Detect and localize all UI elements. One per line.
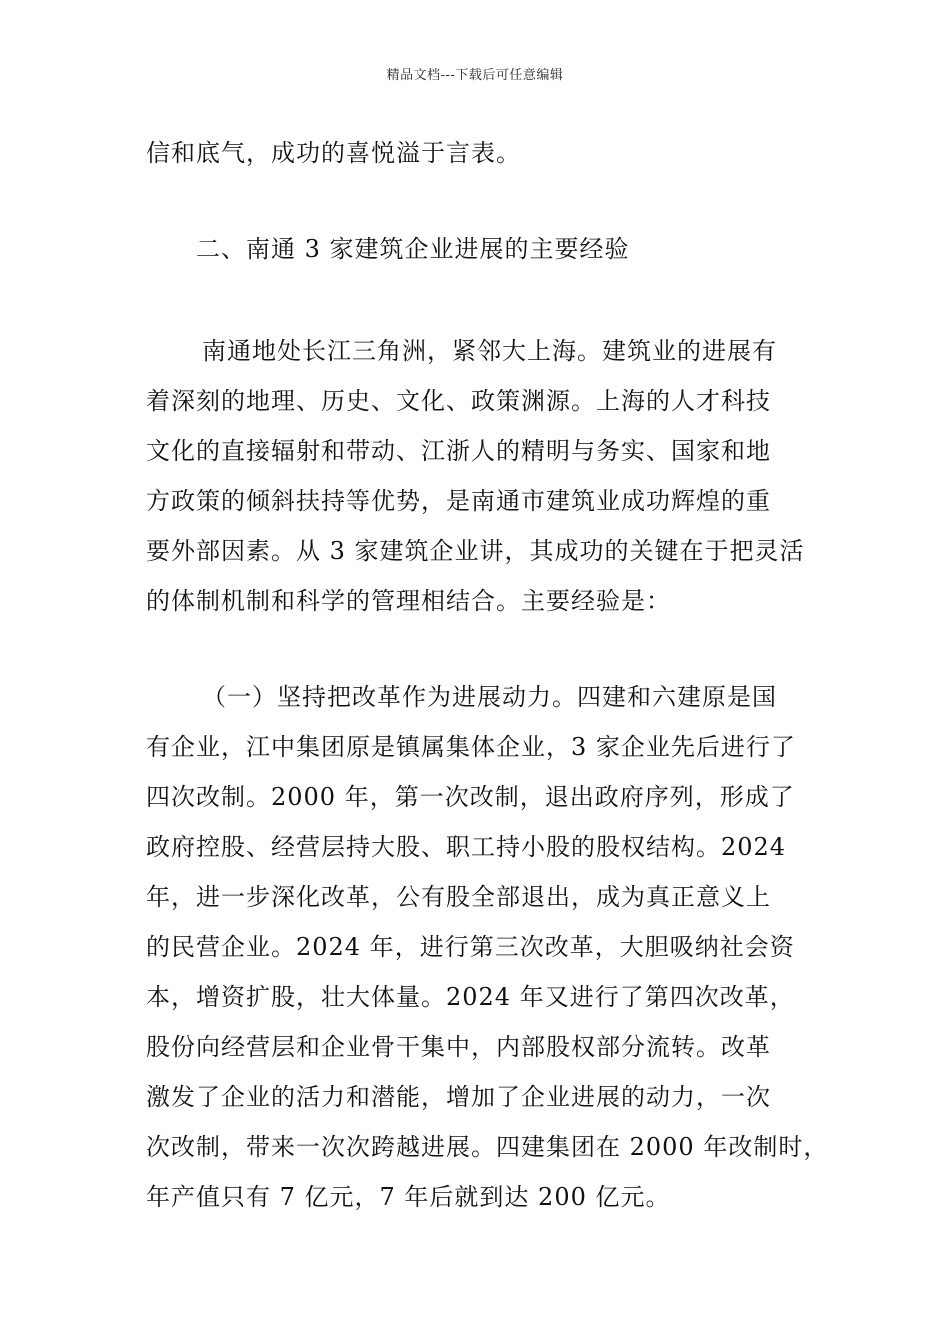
paragraph-line: 四次改制。2000 年，第一次改制，退出政府序列，形成了: [146, 783, 795, 811]
paragraph-line: 信和底气，成功的喜悦溢于言表。: [146, 139, 521, 167]
page-header: 精品文档---下载后可任意编辑: [386, 68, 564, 83]
paragraph-line: 方政策的倾斜扶持等优势，是南通市建筑业成功辉煌的重: [146, 487, 771, 515]
paragraph-line: 文化的直接辐射和带动、江浙人的精明与务实、国家和地: [146, 437, 771, 465]
paragraph-line: 的民营企业。2024 年，进行第三次改革，大胆吸纳社会资: [146, 933, 795, 961]
paragraph-line: 年，进一步深化改革，公有股全部退出，成为真正意义上: [146, 883, 771, 911]
paragraph-line: 的体制机制和科学的管理相结合。主要经验是：: [146, 587, 671, 615]
section-heading: [146, 224, 826, 274]
reform-paragraph: [146, 672, 829, 1222]
paragraph-line: 政府控股、经营层持大股、职工持小股的股权结构。2024: [146, 833, 787, 861]
paragraph-line: 激发了企业的活力和潜能，增加了企业进展的动力，一次: [146, 1083, 771, 1111]
paragraph-line: 次改制，带来一次次跨越进展。四建集团在 2000 年改制时，: [146, 1133, 829, 1161]
intro-paragraph: [146, 326, 826, 626]
section-heading-text: 二、南通 3 家建筑企业进展的主要经验: [196, 235, 630, 263]
paragraph-line: 要外部因素。从 3 家建筑企业讲，其成功的关键在于把灵活: [146, 537, 805, 565]
continued-paragraph: [146, 128, 826, 178]
paragraph-line: 有企业，江中集团原是镇属集体企业，3 家企业先后进行了: [146, 733, 796, 761]
paragraph-line: 股份向经营层和企业骨干集中，内部股权部分流转。改革: [146, 1033, 771, 1061]
paragraph-line: 着深刻的地理、历史、文化、政策渊源。上海的人才科技: [146, 387, 771, 415]
paragraph-line: 南通地处长江三角洲，紧邻大上海。建筑业的进展有: [202, 337, 777, 365]
paragraph-line: 本，增资扩股，壮大体量。2024 年又进行了第四次改革，: [146, 983, 795, 1011]
paragraph-line: （一）坚持把改革作为进展动力。四建和六建原是国: [202, 683, 777, 711]
paragraph-line: 年产值只有 7 亿元，7 年后就到达 200 亿元。: [146, 1183, 671, 1211]
